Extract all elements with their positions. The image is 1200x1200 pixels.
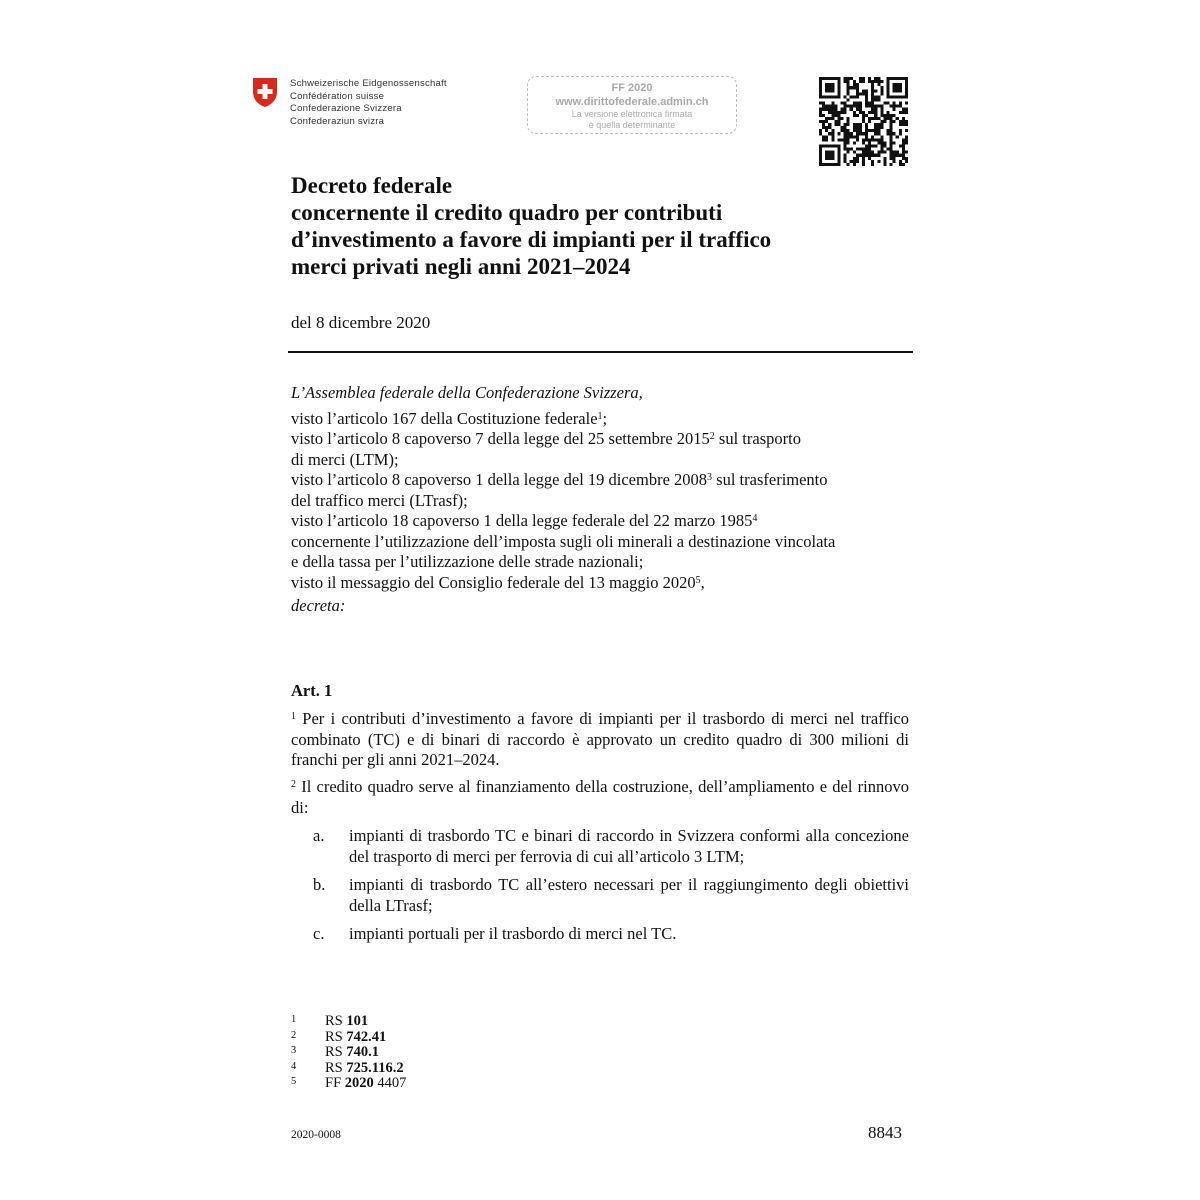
preamble-assembly: L’Assemblea federale della Confederazione Svizzera, bbox=[291, 383, 643, 402]
article-title: Art. 1 bbox=[291, 681, 333, 700]
footnote-ref[interactable]: 5 bbox=[695, 574, 701, 586]
confederation-name-rm: Confederaziun svizra bbox=[290, 115, 385, 127]
title-line: merci privati negli anni 2021–2024 bbox=[291, 254, 631, 279]
list-item-text: impianti portuali per il trasbordo di merci nel TC. bbox=[349, 924, 677, 943]
paragraph-number: 1 bbox=[291, 711, 296, 722]
paragraph-number: 2 bbox=[291, 779, 296, 790]
document-number: 2020-0008 bbox=[291, 1129, 341, 1141]
official-publication-stamp bbox=[527, 76, 737, 134]
confederation-name-fr: Confédération suisse bbox=[290, 90, 385, 102]
stamp-note-line2: è quella determinante bbox=[588, 120, 676, 130]
preamble-line: di merci (LTM); bbox=[291, 449, 399, 469]
preamble-line: visto l’articolo 8 capoverso 1 della legge del 19 dicembre 2008$^3$ sul trasferimento bbox=[291, 470, 828, 489]
document-title bbox=[291, 172, 771, 280]
confederation-name-de: Schweizerische Eidgenossenschaft bbox=[290, 78, 447, 89]
stamp-note-line1: La versione elettronica firmata bbox=[571, 109, 693, 119]
list-item-letter: c. bbox=[313, 924, 325, 943]
list-item-letter: a. bbox=[313, 826, 325, 845]
confederation-names bbox=[290, 78, 447, 128]
preamble-line: visto l’articolo 8 capoverso 7 della legge del 25 settembre 2015$^2$ sul trasporto bbox=[291, 429, 801, 448]
preamble-line: visto l’articolo 167 della Costituzione federale$^1$; bbox=[291, 408, 608, 428]
qr-code-icon bbox=[819, 77, 908, 166]
preamble bbox=[291, 383, 913, 617]
preamble-line: e della tassa per l’utilizzazione delle strade nazionali; bbox=[291, 552, 644, 571]
footnote-ref[interactable]: 3 bbox=[707, 472, 713, 483]
list-item-letter: b. bbox=[313, 875, 326, 894]
preamble-line: visto l’articolo 18 capoverso 1 della legge federale del 22 marzo 1985$^4$ bbox=[291, 511, 758, 530]
preamble-line: del traffico merci (LTrasf); bbox=[291, 490, 468, 510]
article-paragraph-2: $^2$ Il credito quadro serve al finanziamento della costruzione, dell’ampliamento e del rinnovo di: bbox=[291, 777, 909, 817]
footnote-ref[interactable]: 2 bbox=[709, 431, 715, 442]
confederation-name-it: Confederazione Svizzera bbox=[290, 103, 402, 115]
document-date: del 8 dicembre 2020 bbox=[291, 313, 431, 332]
preamble-decreta: decreta: bbox=[291, 596, 346, 615]
swiss-coat-of-arms-icon bbox=[252, 77, 278, 108]
page-number: 8843 bbox=[868, 1123, 902, 1142]
title-line: Decreto federale bbox=[291, 173, 453, 198]
preamble-line: visto il messaggio del Consiglio federale del 13 maggio 2020$^5$, bbox=[291, 572, 705, 592]
list-item-text: impianti di trasbordo TC all’estero necessari per il raggiungimento degli obiettivi della LTrasf; bbox=[349, 875, 909, 915]
preamble-line: concernente l’utilizzazione dell’imposta sugli oli minerali a destinazione vincolata bbox=[291, 531, 836, 551]
footnote-ref[interactable]: 1 bbox=[597, 410, 603, 422]
article-paragraph-1: $^1$ Per i contributi d’investimento a favore di impianti per il trasbordo di merci nel traffico combinato (TC) e di binari di raccordo è approvato un credito quadro di 300 milioni di franchi per gli anni 2021–2024. bbox=[291, 709, 909, 769]
stamp-website[interactable]: www.dirittofederale.admin.ch bbox=[555, 96, 709, 108]
title-divider bbox=[288, 351, 913, 353]
list-item-text: impianti di trasbordo TC e binari di raccordo in Svizzera conformi alla concezione del trasporto di merci per ferrovia di cui all’articolo 3 LTM; bbox=[349, 826, 909, 866]
title-line: concernente il credito quadro per contributi bbox=[291, 200, 723, 225]
stamp-reference: FF 2020 bbox=[611, 82, 653, 94]
title-line: d’investimento a favore di impianti per il traffico bbox=[291, 227, 772, 252]
footnote-ref[interactable]: 4 bbox=[752, 513, 758, 524]
